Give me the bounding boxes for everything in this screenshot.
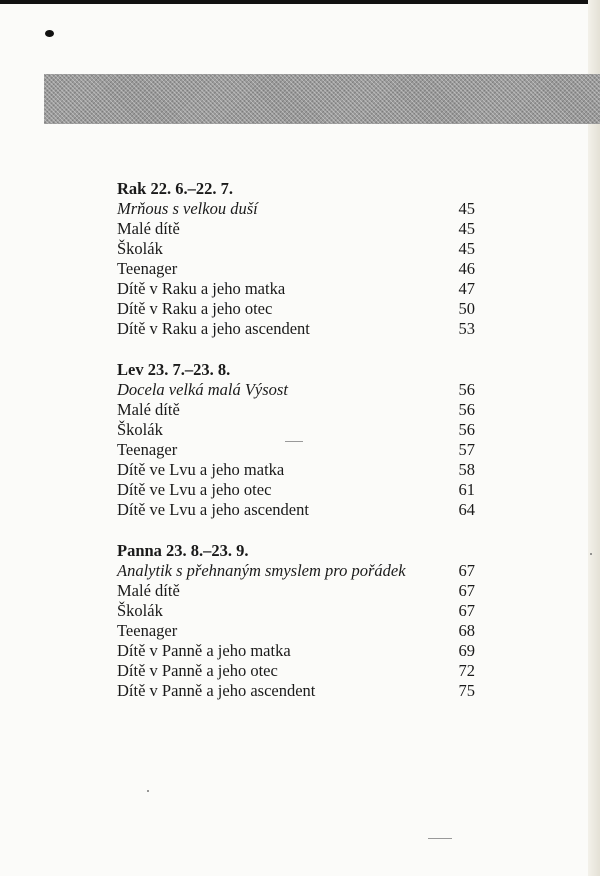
toc-entry	[117, 661, 475, 681]
entry-page: 45	[458, 239, 475, 258]
toc-entry	[117, 681, 475, 701]
entry-title: Teenager	[117, 440, 178, 459]
section-heading: Lev 23. 7.–23. 8.	[117, 360, 231, 379]
entry-page: 61	[458, 480, 475, 499]
page-right-edge	[588, 0, 600, 876]
entry-title: Teenager	[117, 621, 178, 640]
entry-title: Dítě v Raku a jeho otec	[117, 299, 273, 318]
entry-page: 53	[458, 319, 475, 338]
entry-page: 67	[458, 601, 475, 620]
entry-page: 64	[458, 500, 475, 519]
header-band	[44, 74, 600, 124]
entry-title: Dítě v Panně a jeho matka	[117, 641, 291, 660]
entry-title: Malé dítě	[117, 581, 180, 600]
scan-mark	[428, 838, 452, 839]
entry-title: Mrňous s velkou duší	[117, 199, 258, 218]
entry-page: 68	[458, 621, 475, 640]
entry-title: Dítě v Raku a jeho matka	[117, 279, 286, 298]
entry-title: Dítě v Panně a jeho ascendent	[117, 681, 316, 700]
scan-mark	[285, 441, 303, 442]
toc-entry	[117, 219, 475, 239]
toc-entry	[117, 400, 475, 420]
toc-entry	[117, 601, 475, 621]
toc-entry	[117, 199, 475, 219]
toc-entry	[117, 500, 475, 520]
entry-page: 46	[458, 259, 475, 278]
toc-entry	[117, 319, 475, 339]
section-heading: Rak 22. 6.–22. 7.	[117, 179, 233, 198]
entry-page: 47	[458, 279, 475, 298]
entry-page: 56	[458, 400, 475, 419]
toc-entry	[117, 259, 475, 279]
ink-dot	[45, 30, 54, 37]
entry-title: Malé dítě	[117, 219, 180, 238]
entry-title: Dítě v Panně a jeho otec	[117, 661, 278, 680]
entry-title: Školák	[117, 420, 163, 439]
scan-speck	[590, 553, 592, 555]
entry-page: 56	[458, 380, 475, 399]
toc-entry	[117, 279, 475, 299]
page-top-edge	[0, 0, 600, 4]
toc-entry	[117, 561, 475, 581]
toc-entry	[117, 420, 475, 440]
entry-page: 69	[458, 641, 475, 660]
entry-page: 67	[458, 581, 475, 600]
toc-entry	[117, 299, 475, 319]
toc-entry	[117, 641, 475, 661]
scan-speck	[147, 790, 149, 792]
toc-entry	[117, 239, 475, 259]
section-heading: Panna 23. 8.–23. 9.	[117, 541, 249, 560]
entry-title: Školák	[117, 239, 163, 258]
entry-page: 50	[458, 299, 475, 318]
table-of-contents	[117, 178, 475, 721]
entry-page: 75	[458, 681, 475, 700]
toc-section-lev	[117, 359, 475, 520]
toc-entry	[117, 380, 475, 400]
entry-page: 58	[458, 460, 475, 479]
entry-title: Dítě v Raku a jeho ascendent	[117, 319, 310, 338]
entry-page: 72	[458, 661, 475, 680]
toc-entry	[117, 621, 475, 641]
toc-section-rak	[117, 178, 475, 339]
entry-page: 56	[458, 420, 475, 439]
toc-entry	[117, 440, 475, 460]
entry-title: Teenager	[117, 259, 178, 278]
entry-page: 45	[458, 199, 475, 218]
entry-title: Dítě ve Lvu a jeho ascendent	[117, 500, 309, 519]
entry-title: Dítě ve Lvu a jeho otec	[117, 480, 272, 499]
entry-page: 57	[458, 440, 475, 459]
entry-page: 45	[458, 219, 475, 238]
entry-title: Docela velká malá Výsost	[117, 380, 288, 399]
entry-title: Malé dítě	[117, 400, 180, 419]
toc-entry	[117, 581, 475, 601]
toc-section-panna	[117, 540, 475, 701]
entry-title: Školák	[117, 601, 163, 620]
entry-title: Analytik s přehnaným smyslem pro pořádek	[117, 561, 406, 580]
toc-entry	[117, 480, 475, 500]
entry-title: Dítě ve Lvu a jeho matka	[117, 460, 285, 479]
toc-entry	[117, 460, 475, 480]
entry-page: 67	[458, 561, 475, 580]
